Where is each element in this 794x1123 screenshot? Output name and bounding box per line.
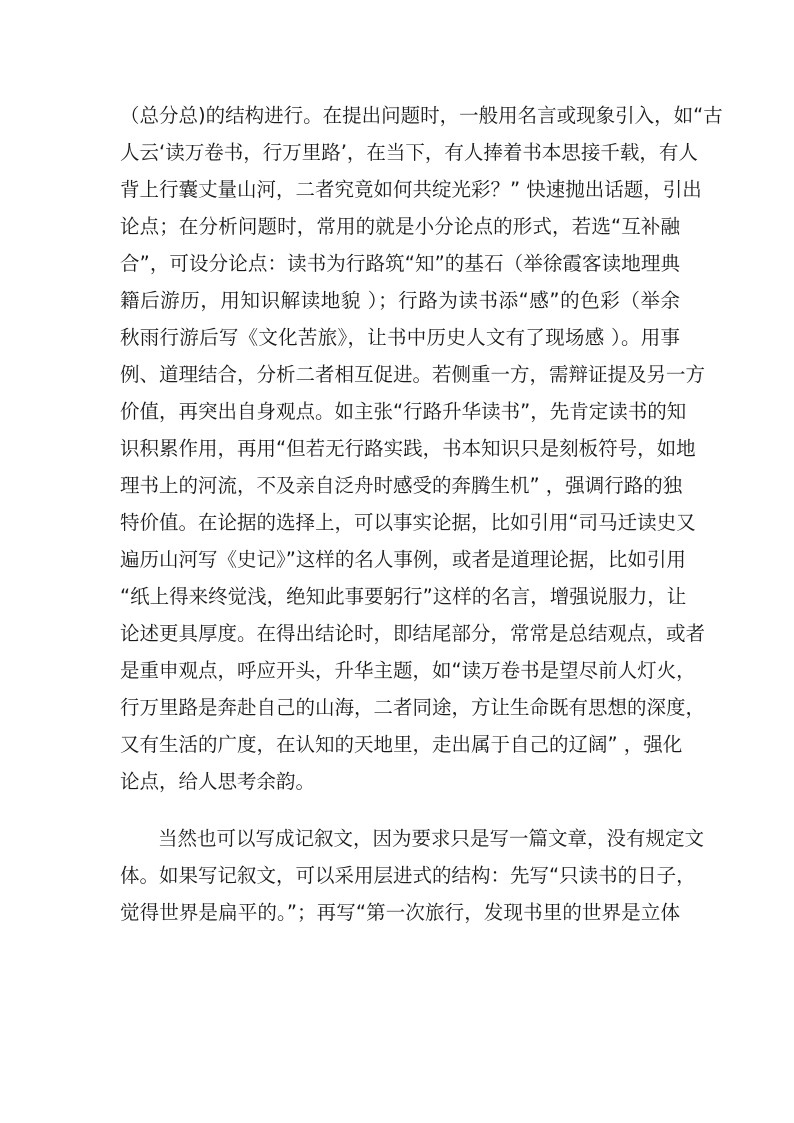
- text-line: 行万里路是奔赴自己的山海，二者同途，方让生命既有思想的深度，: [120, 696, 706, 719]
- text-line: 例、道理结合，分析二者相互促进。若侧重一方，需辩证提及另一方: [120, 363, 706, 386]
- text-line: 秋雨行游后写《文化苦旅》，让书中历史人文有了现场感 ）。用事: [120, 326, 680, 349]
- text-line: （总分总)的结构进行。在提出问题时，一般用名言或现象引入，如“古: [120, 104, 723, 127]
- text-line: 是重申观点，呼应开头，升华主题，如“读万卷书是望尽前人灯火，: [120, 659, 696, 682]
- text-line: “纸上得来终觉浅，绝知此事要躬行”这样的名言，增强说服力，让: [120, 585, 687, 608]
- text-line: 人云‘读万卷书，行万里路’，在当下，有人捧着书本思接千载，有人: [120, 141, 698, 164]
- text-line: 价值，再突出自身观点。如主张“行路升华读书”，先肯定读书的知: [120, 400, 687, 423]
- text-line: 识积累作用，再用“但若无行路实践，书本知识只是刻板符号，如地: [120, 437, 696, 460]
- text-line: 遍历山河写《史记》”这样的名人事例，或者是道理论据，比如引用: [120, 548, 686, 571]
- text-line: 籍后游历，用知识解读地貌 ）；行路为读书添“感”的色彩（举余: [120, 289, 680, 312]
- text-line: 体。如果写记叙文，可以采用层进式的结构：先写“只读书的日子，: [120, 864, 696, 887]
- text-line: 又有生活的广度，在认知的天地里，走出属于自己的辽阔” ，强化: [120, 733, 683, 756]
- text-line: 论点；在分析问题时，常用的就是小分论点的形式，若选“互补融: [120, 215, 680, 238]
- text-line: 合”，可设分论点：读书为行路筑“知”的基石（举徐霞客读地理典: [120, 252, 680, 275]
- text-line: 论点，给人思考余韵。: [120, 770, 316, 793]
- text-line: 特价值。在论据的选择上，可以事实论据，比如引用“司马迁读史又: [120, 511, 696, 534]
- text-line: 觉得世界是扁平的。”；再写“第一次旅行，发现书里的世界是立体: [120, 901, 680, 924]
- text-line: 论述更具厚度。在得出结论时，即结尾部分，常常是总结观点，或者: [120, 622, 706, 645]
- text-line: 理书上的河流，不及亲自泛舟时感受的奔腾生机” ，强调行路的独: [120, 474, 683, 497]
- text-line: 当然也可以写成记叙文，因为要求只是写一篇文章，没有规定文: [158, 827, 705, 850]
- text-line: 背上行囊丈量山河，二者究竟如何共绽光彩？” 快速抛出话题，引出: [120, 178, 702, 201]
